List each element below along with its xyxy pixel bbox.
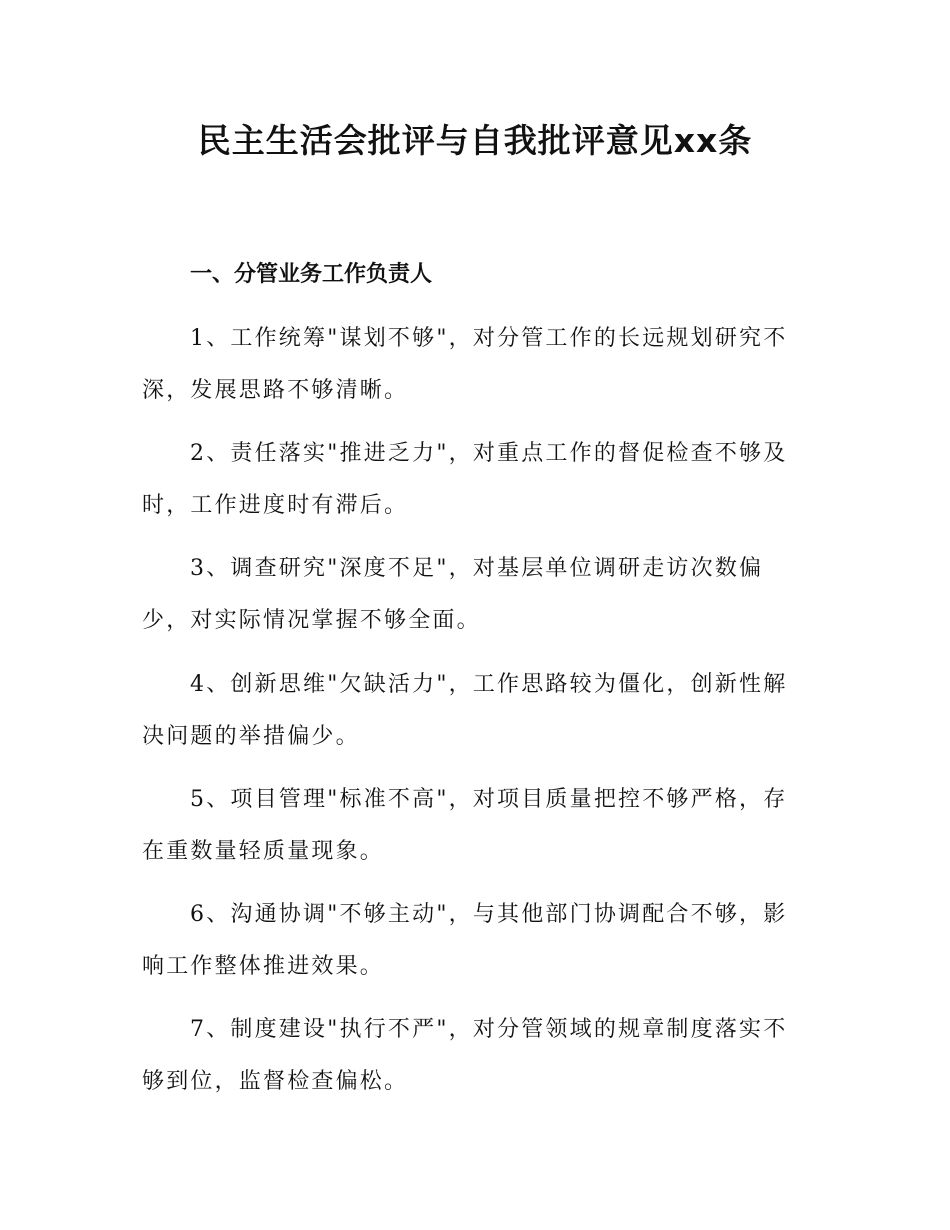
list-item: 7、制度建设"执行不严"，对分管领域的规章制度落实不够到位，监督检查偏松。: [142, 1017, 788, 1094]
document-title: 民主生活会批评与自我批评意见xx条: [197, 121, 753, 160]
list-item: 3、调查研究"深度不足"，对基层单位调研走访次数偏少，对实际情况掌握不够全面。: [142, 556, 764, 633]
list-item: 4、创新思维"欠缺活力"，工作思路较为僵化，创新性解决问题的举措偏少。: [142, 672, 788, 749]
list-item: 5、项目管理"标准不高"，对项目质量把控不够严格，存在重数量轻质量现象。: [142, 787, 788, 864]
list-item: 1、工作统筹"谋划不够"，对分管工作的长远规划研究不深，发展思路不够清晰。: [142, 326, 788, 403]
list-item: 6、沟通协调"不够主动"，与其他部门协调配合不够，影响工作整体推进效果。: [142, 902, 788, 979]
list-item: 2、责任落实"推进乏力"，对重点工作的督促检查不够及时，工作进度时有滞后。: [142, 441, 788, 518]
section-heading: 一、分管业务工作负责人: [190, 262, 433, 287]
